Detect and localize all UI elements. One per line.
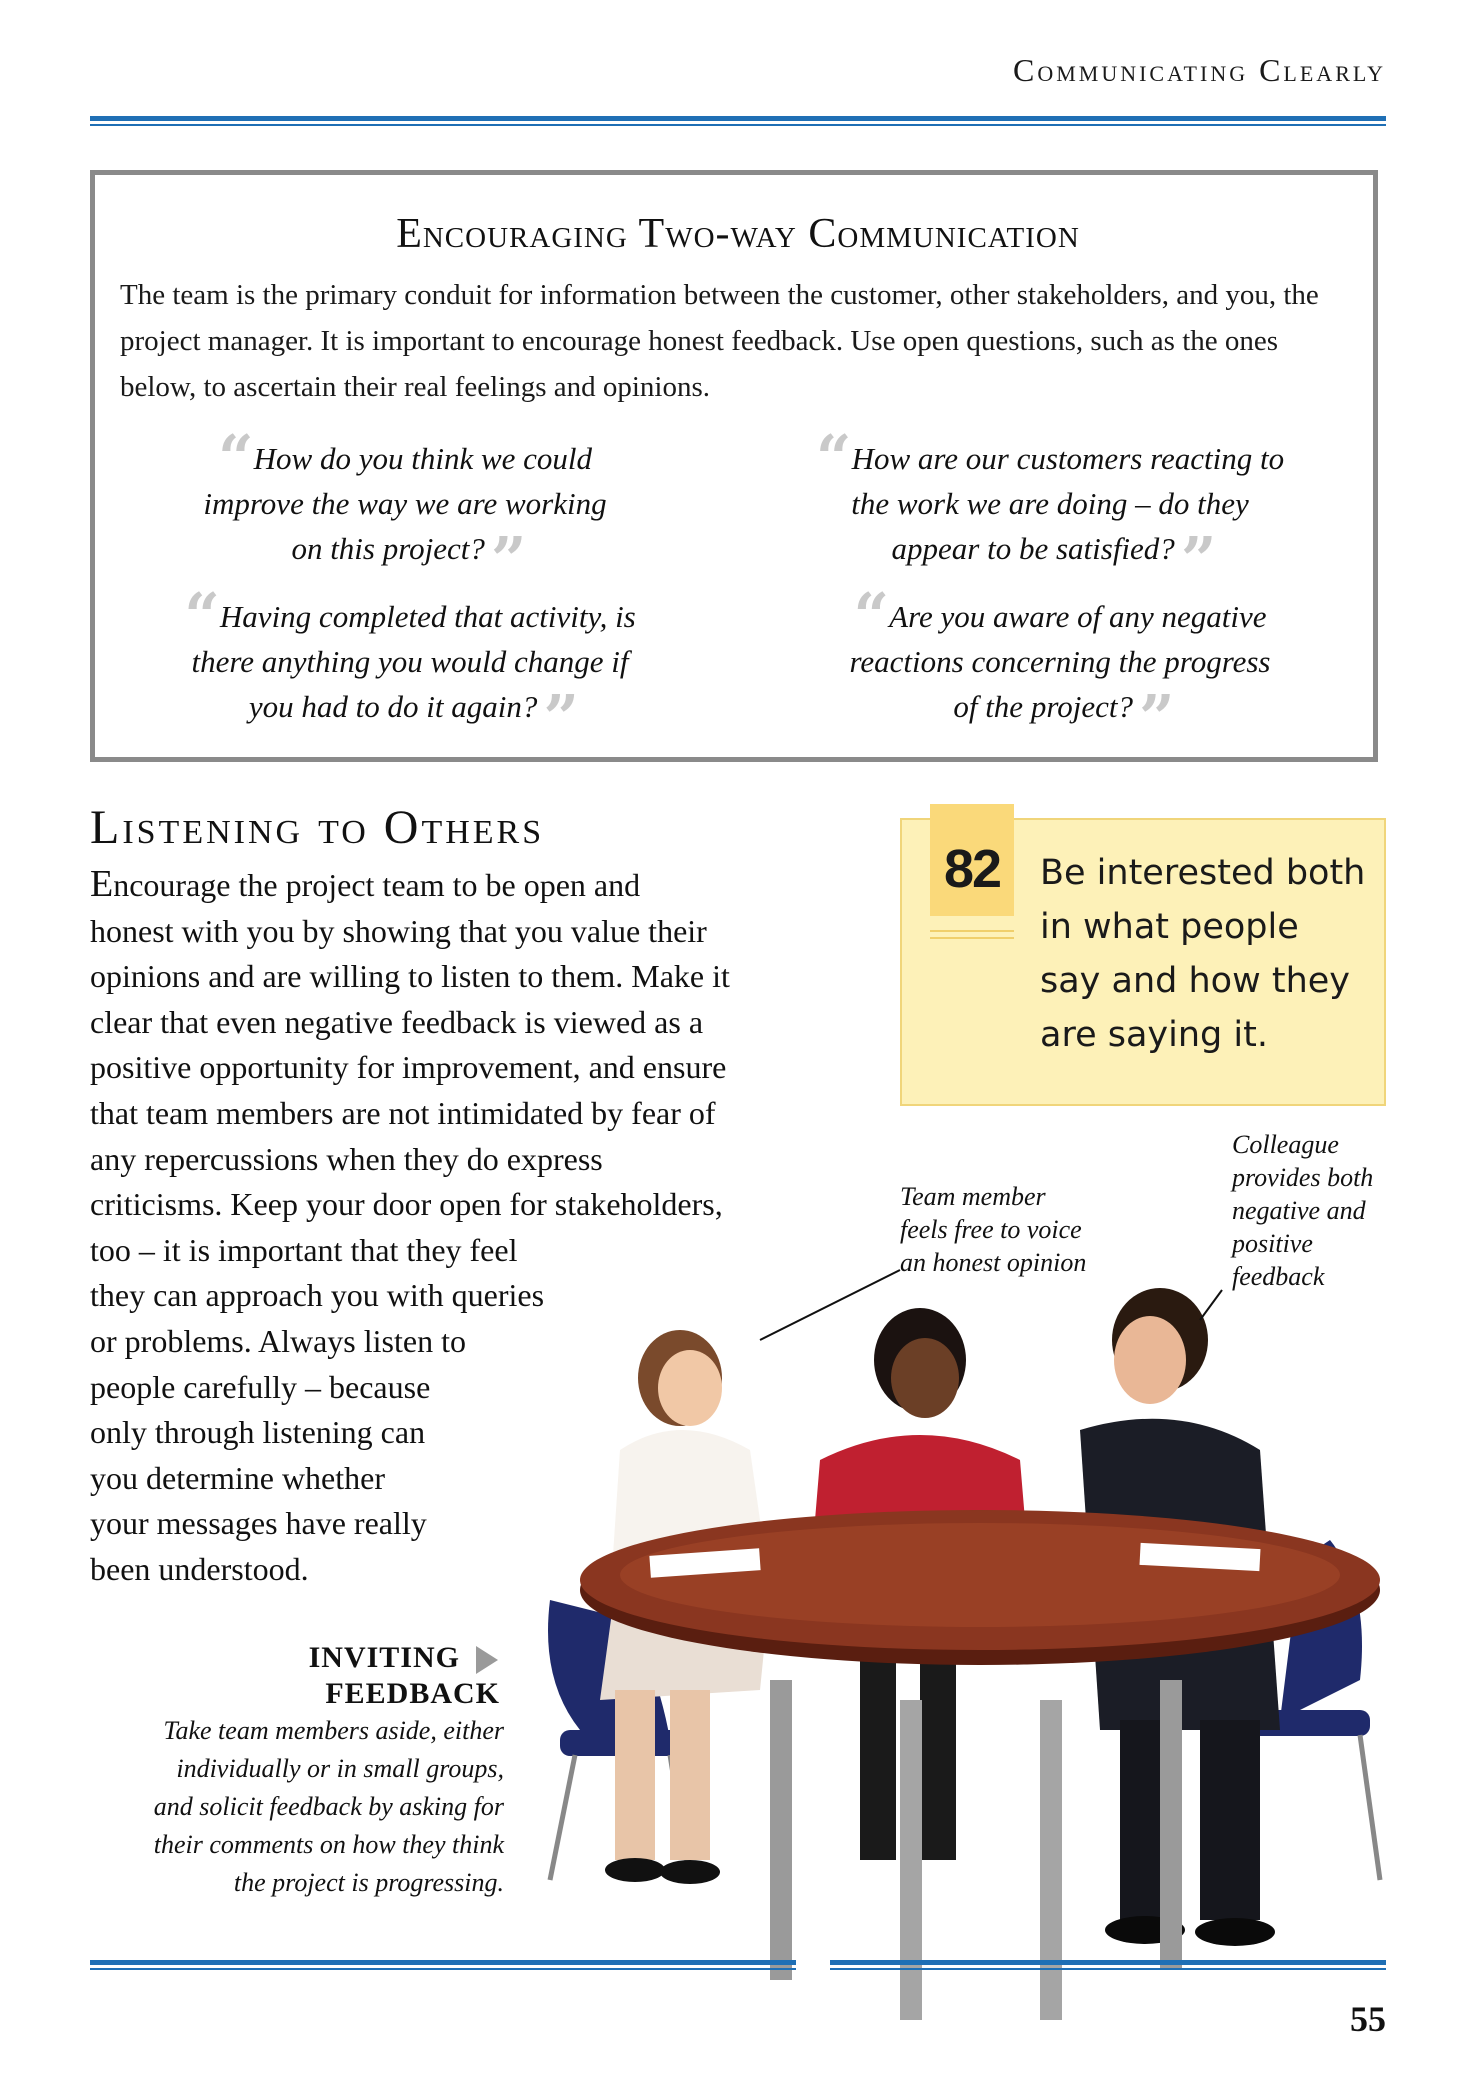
caption-colleague [1232, 1128, 1402, 1293]
caption-line: the project is progressing. [233, 1868, 504, 1897]
bottom-rule-right [830, 1960, 1386, 1970]
body-line: you determine whether [90, 1459, 385, 1496]
open-quote-icon: “ [853, 579, 882, 652]
body-line: only through listening can [90, 1414, 426, 1451]
quote-line: How are our customers reacting to [851, 441, 1285, 476]
drop-cap: E [90, 863, 114, 905]
body-line: positive opportunity for improvement, and ensure [90, 1049, 727, 1086]
quote-line: there anything you would change if [191, 644, 629, 679]
tip-line: Be interested both [1040, 853, 1366, 893]
tip-number: 82 [943, 839, 1001, 899]
quote-line: improve the way we are working [203, 486, 607, 521]
quote-line: Are you aware of any negative [889, 599, 1267, 634]
body-line: too – it is important that they feel [90, 1231, 518, 1268]
body-line: that team members are not intimidated by fear of [90, 1094, 716, 1131]
quote-line: reactions concerning the progress [849, 644, 1271, 679]
body-line: clear that even negative feedback is viewed as a [90, 1003, 704, 1040]
body-line: they can approach you with queries [90, 1277, 545, 1314]
quote-line: you had to do it again? [248, 689, 538, 724]
caption-team-member [900, 1180, 1130, 1279]
body-line: been understood. [90, 1550, 309, 1587]
open-quote-icon: “ [184, 579, 212, 652]
body-line: criticisms. Keep your door open for stakeholders, [90, 1186, 723, 1223]
triangle-pointer-icon [476, 1646, 498, 1674]
box-title: Encouraging Two-way Communication [396, 211, 1080, 257]
inviting-feedback-heading [230, 1640, 500, 1712]
open-quote-icon: “ [815, 421, 844, 494]
running-header: Communicating Clearly [1012, 52, 1386, 88]
leader-line-colleague [1200, 1290, 1222, 1320]
caption-line: individually or in small groups, [176, 1754, 504, 1783]
close-quote-icon: ” [1138, 681, 1167, 754]
tip-line: are saying it. [1040, 1015, 1268, 1055]
close-quote-icon: ” [1180, 523, 1209, 596]
section-title: Listening to Others [90, 801, 545, 854]
body-line: people carefully – because [90, 1368, 431, 1405]
leader-line-team-member [760, 1270, 900, 1340]
caption-line: and solicit feedback by asking for [153, 1792, 504, 1821]
quote-line: of the project? [953, 689, 1133, 724]
caption-line: feels free to voice [900, 1215, 1082, 1244]
body-line: your messages have really [90, 1505, 427, 1542]
quote-line: How do you think we could [253, 441, 593, 476]
inviting-feedback-text [90, 1712, 504, 1902]
caption-line: their comments on how they think [153, 1830, 504, 1859]
heading-line: INVITING [308, 1641, 460, 1674]
caption-line: Take team members aside, either [163, 1716, 504, 1745]
heading-line: FEEDBACK [325, 1677, 500, 1710]
open-quote-icon: “ [217, 421, 246, 494]
tip-line: say and how they [1040, 961, 1350, 1001]
quote-line: Having completed that activity, is [219, 599, 636, 634]
box-intro: The team is the primary conduit for information between the customer, other stakeholders, and you, the project manager. It is important to encourage honest feedback. Use open questions, such as the ones below, to ascertain their real feelings and opinions. [120, 279, 1319, 403]
caption-line: provides both [1232, 1163, 1374, 1192]
close-quote-icon: ” [543, 681, 572, 754]
quote-line: appear to be satisfied? [891, 531, 1175, 566]
caption-line: Team member [900, 1182, 1046, 1211]
caption-line: negative and [1232, 1196, 1366, 1225]
body-line: opinions and are willing to listen to them. Make it [90, 958, 730, 995]
quote-line: the work we are doing – do they [851, 486, 1249, 521]
close-quote-icon: ” [490, 523, 519, 596]
body-line: any repercussions when they do express [90, 1140, 603, 1177]
caption-line: an honest opinion [900, 1248, 1087, 1277]
page-number: 55 [1350, 1999, 1386, 2039]
body-line: honest with you by showing that you value their [90, 912, 707, 949]
quote-line: on this project? [291, 531, 485, 566]
bottom-rule-left [90, 1960, 796, 1970]
caption-line: Colleague [1232, 1130, 1339, 1159]
caption-line: feedback [1232, 1262, 1325, 1291]
tip-line: in what people [1040, 907, 1299, 947]
caption-line: positive [1232, 1229, 1313, 1258]
body-line-text: ncourage the project team to be open and [113, 867, 641, 903]
body-line: or problems. Always listen to [90, 1322, 466, 1359]
